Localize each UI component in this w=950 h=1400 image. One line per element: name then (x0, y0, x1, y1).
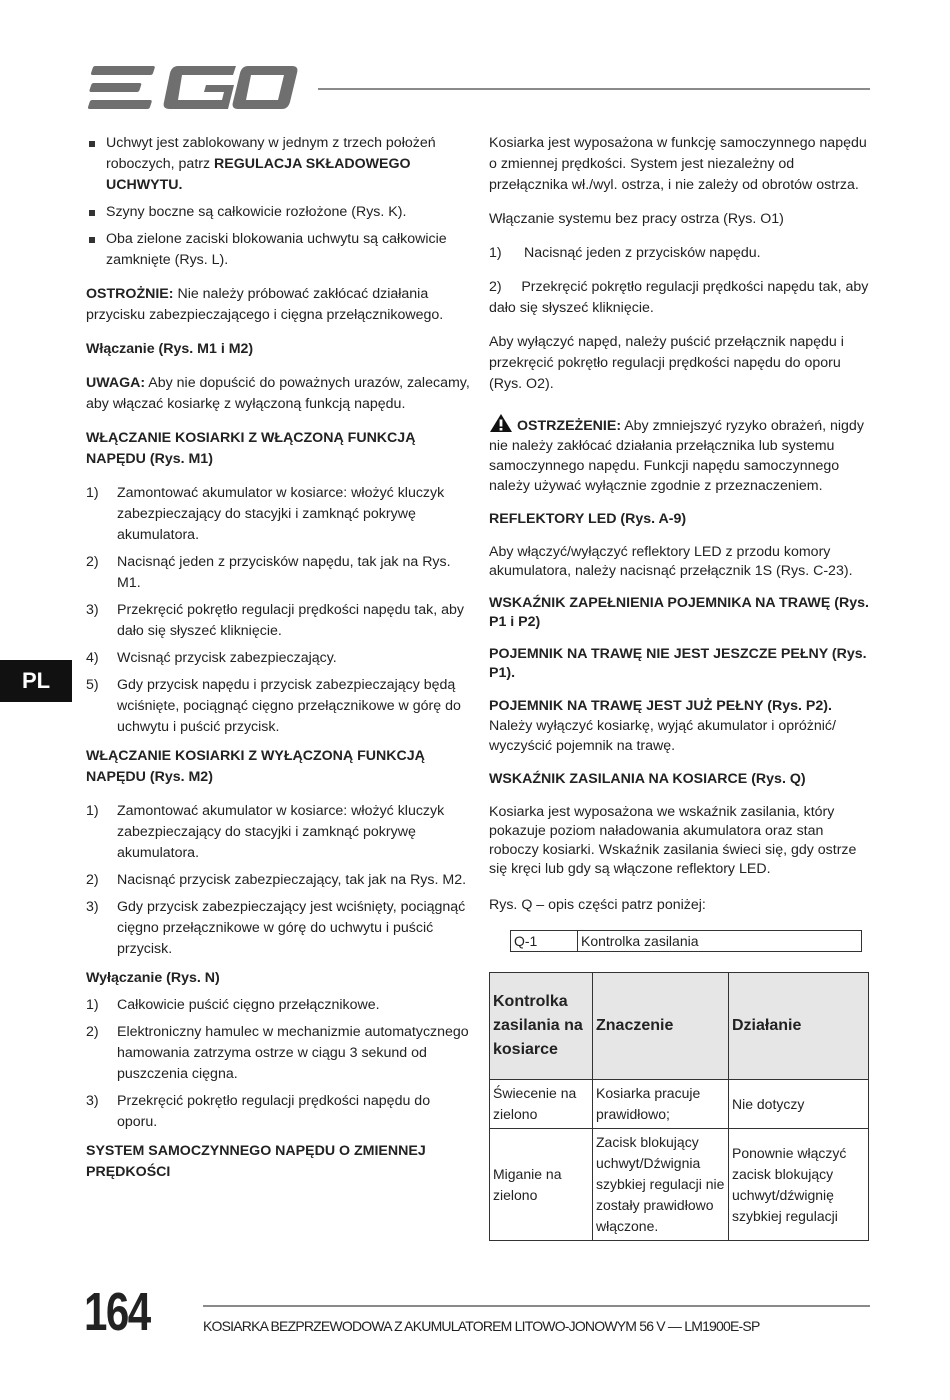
header-rule (318, 88, 870, 90)
section-heading: SYSTEM SAMOCZYNNEGO NAPĘDU O ZMIENNEJ PRĘDKOŚCI (86, 1143, 426, 1180)
list-item: 1) Zamontować akumulator w kosiarce: włożyć kluczyk zabezpieczający do stacyjki i zamknąć pokrywę akumulatora. (86, 485, 445, 543)
table-header-row (490, 973, 869, 1080)
list-item: 2) Nacisnąć przycisk zabezpieczający, tak jak na Rys. M2. (86, 872, 467, 888)
table-cell: Świecenie na zielono (490, 1080, 593, 1129)
footer-title: KOSIARKA BEZPRZEWODOWA Z AKUMULATOREM LITOWO-JONOWYM 56 V — LM1900E-SP (203, 1318, 760, 1334)
list-item: 2) Elektroniczny hamulec w mechanizmie automatycznego hamowania zatrzyma ostrze w ciągu 3 sekund od puszczenia cięgna. (86, 1024, 469, 1082)
section-heading: WSKAŹNIK ZASILANIA NA KOSIARCE (Rys. Q) (489, 771, 806, 787)
note-paragraph: UWAGA: Aby nie dopuścić do poważnych urazów, zalecamy, aby włączać kosiarkę z wyłączoną funkcją napędu. (86, 375, 470, 412)
table-cell: Ponownie włączyć zacisk blokujący uchwyt/dźwignię szybkiej regulacji (729, 1129, 869, 1241)
figure-caption: Rys. Q – opis części patrz poniżej: (489, 897, 706, 913)
section-heading: REFLEKTORY LED (Rys. A-9) (489, 511, 687, 527)
left-column (86, 133, 472, 1196)
legend-label: Kontrolka zasilania (578, 931, 862, 952)
caution-paragraph: OSTROŻNIE: Nie należy próbować zakłócać działania przycisku zabezpieczającego i cięgna przełącznikowego. (86, 286, 444, 323)
table-row (490, 1080, 869, 1129)
indicator-table (489, 972, 869, 1241)
language-tab: PL (0, 660, 72, 702)
warning-paragraph: OSTRZEŻENIE: Aby zmniejszyć ryzyko obrażeń, nigdy nie należy zakłócać działania przełącznika lub systemu samoczynnego napędu. Funkcji napędu samoczynnego należy używać wyłącznie zgodnie z przeznaczeniem. (489, 413, 873, 496)
table-cell: Miganie na zielono (490, 1129, 593, 1241)
warning-icon (489, 413, 513, 433)
column-header: Kontrolka zasilania na kosiarce (490, 973, 593, 1080)
list-item: 5) Gdy przycisk napędu i przycisk zabezpieczający będą wciśnięte, pociągnąć cięgno przełącznikowe w górę do uchwytu i puścić przycisk. (86, 677, 461, 735)
section-heading: WSKAŹNIK ZAPEŁNIENIA POJEMNIKA NA TRAWĘ (Rys. P1 i P2) (489, 595, 869, 630)
list-item: 1) Całkowicie puścić cięgno przełącznikowe. (86, 997, 380, 1013)
section-heading: POJEMNIK NA TRAWĘ NIE JEST JESZCZE PEŁNY (Rys. P1). (489, 646, 867, 681)
list-item: 3) Gdy przycisk zabezpieczający jest wciśnięty, pociągnąć cięgno przełącznikowe w górę do uchwytu i puścić przycisk. (86, 899, 466, 957)
footer-rule (203, 1305, 870, 1307)
paragraph: POJEMNIK NA TRAWĘ JEST JUŻ PEŁNY (Rys. P2). Należy wyłączyć kosiarkę, wyjąć akumulator i opróżnić/ wyczyścić pojemnik na trawę. (489, 698, 836, 754)
section-heading: Wyłączanie (Rys. N) (86, 970, 220, 986)
list-item: 3) Przekręcić pokrętło regulacji prędkości napędu do oporu. (86, 1093, 431, 1130)
list-item: 2) Nacisnąć jeden z przycisków napędu, tak jak na Rys. M1. (86, 554, 451, 591)
legend-code: Q-1 (511, 931, 578, 952)
intro-paragraph: Kosiarka jest wyposażona w funkcję samoczynnego napędu o zmiennej prędkości. System jest niezależny od przełącznika wł./wyl. ostrza, i nie zależy od obrotów ostrza. (489, 135, 867, 193)
ego-logo (86, 64, 298, 112)
list-item: 3) Przekręcić pokrętło regulacji prędkości napędu tak, aby dało się słyszeć kliknięcie. (86, 602, 464, 639)
table-row (490, 1129, 869, 1241)
paragraph: Kosiarka jest wyposażona we wskaźnik zasilania, który pokazuje poziom naładowania akumulatora oraz stan roboczy kosiarki. Wskaźnik zasilania świeci się, gdy ostrze się kręci lub gdy są włączone reflektory LED. (489, 804, 857, 877)
table-cell: Zacisk blokujący uchwyt/Dźwignia szybkiej regulacji nie zostały prawidłowo włączone. (593, 1129, 729, 1241)
table-cell: Nie dotyczy (729, 1080, 869, 1129)
legend-table (510, 930, 862, 952)
list-item: 4) Wcisnąć przycisk zabezpieczający. (86, 650, 337, 666)
paragraph: Aby włączyć/wyłączyć reflektory LED z przodu komory akumulatora, należy nacisnąć przełącznik 1S (Rys. C-23). (489, 544, 853, 579)
list-item: Szyny boczne są całkowicie rozłożone (Rys. K). (86, 202, 472, 223)
paragraph: Włączanie systemu bez pracy ostrza (Rys. O1) (489, 211, 784, 227)
column-header: Znaczenie (593, 973, 729, 1080)
table-row (511, 931, 862, 952)
section-heading: WŁĄCZANIE KOSIARKI Z WŁĄCZONĄ FUNKCJĄ NAPĘDU (Rys. M1) (86, 430, 416, 467)
column-header: Działanie (729, 973, 869, 1080)
section-heading: Włączanie (Rys. M1 i M2) (86, 341, 254, 357)
list-item: 1) Zamontować akumulator w kosiarce: włożyć kluczyk zabezpieczający do stacyjki i zamknąć pokrywę akumulatora. (86, 803, 445, 861)
list-item: Oba zielone zaciski blokowania uchwytu są całkowicie zamknięte (Rys. L). (86, 229, 472, 271)
list-item: Uchwyt jest zablokowany w jednym z trzech położeń roboczych, patrz REGULACJA SKŁADOWEGO UCHWYTU. (86, 133, 472, 196)
list-item: 1) Nacisnąć jeden z przycisków napędu. (489, 245, 761, 261)
right-column (489, 133, 873, 1241)
list-item: 2) Przekręcić pokrętło regulacji prędkości napędu tak, aby dało się słyszeć kliknięcie. (489, 279, 869, 316)
page-number: 164 (84, 1282, 150, 1342)
table-cell: Kosiarka pracuje prawidłowo; (593, 1080, 729, 1129)
paragraph: Aby wyłączyć napęd, należy puścić przełącznik napędu i przekręcić pokrętło regulacji prędkości napędu do oporu (Rys. O2). (489, 334, 844, 392)
section-heading: WŁĄCZANIE KOSIARKI Z WYŁĄCZONĄ FUNKCJĄ NAPĘDU (Rys. M2) (86, 748, 425, 785)
